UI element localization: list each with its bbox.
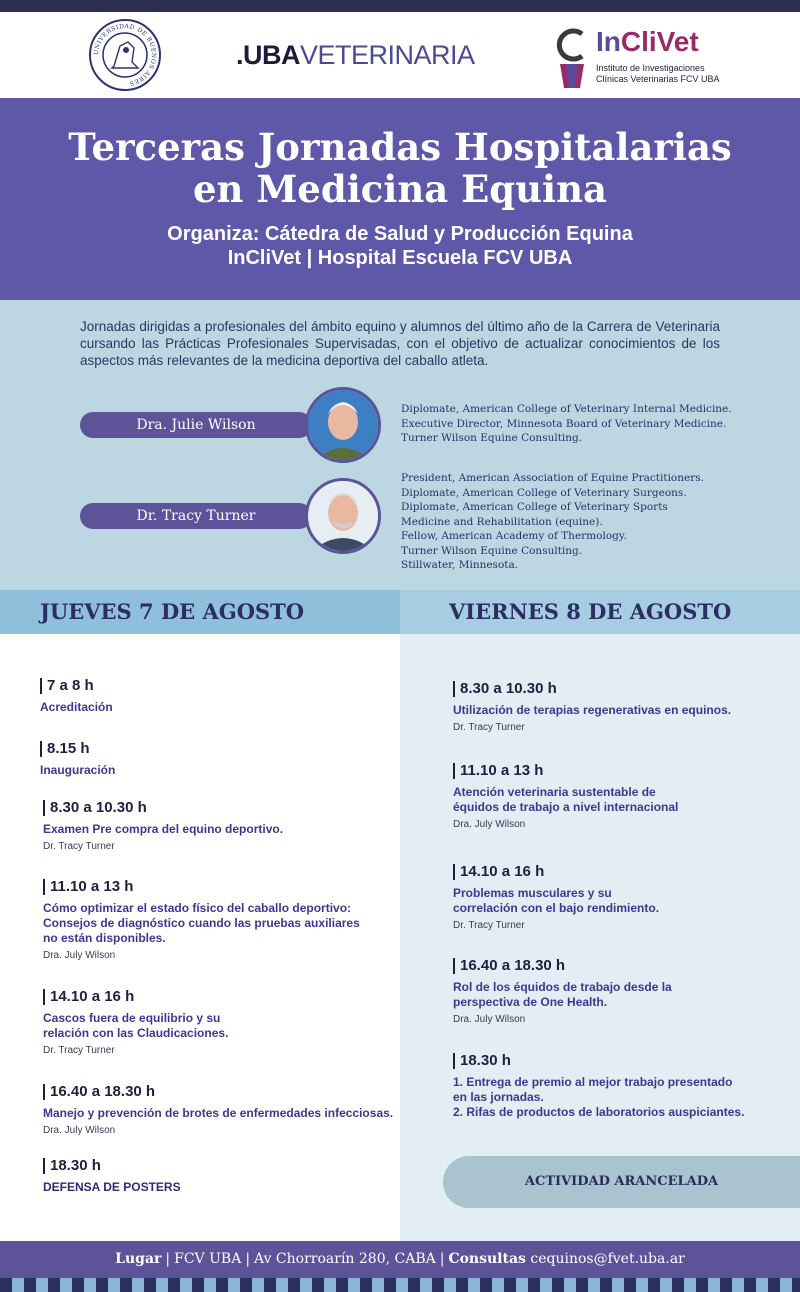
top-bar bbox=[0, 0, 800, 12]
day2-event-3: 14.10 a 16 h Problemas musculares y su correlación con el bajo rendimiento. Dr. Tracy Turner bbox=[453, 863, 660, 931]
schedule-day1 bbox=[0, 590, 400, 1241]
speaker-name-wilson: Dra. Julie Wilson bbox=[80, 412, 312, 438]
day1-event-4: 11.10 a 13 h Cómo optimizar el estado físico del caballo deportivo: Consejos de diagnóstico cuando las pruebas auxiliares no están disponibles. Dra. July Wilson bbox=[43, 878, 360, 961]
day1-event-5: 14.10 a 16 h Cascos fuera de equilibrio y su relación con las Claudicaciones. Dr. Tracy Turner bbox=[43, 988, 229, 1056]
svg-text:UNIVERSIDAD DE BUENOS AIRES: UNIVERSIDAD DE BUENOS AIRES bbox=[92, 22, 158, 87]
day1-heading: JUEVES 7 DE AGOSTO bbox=[40, 599, 305, 624]
contact-email[interactable]: cequinos@fvet.uba.ar bbox=[530, 1251, 685, 1267]
footer bbox=[0, 1241, 800, 1292]
day1-event-7: 18.30 h DEFENSA DE POSTERS bbox=[43, 1157, 181, 1194]
avatar-turner bbox=[305, 478, 381, 554]
bio-wilson: Diplomate, American College of Veterinary Internal Medicine. Executive Director, Minnesota Board of Veterinary Medicine. Turner Wilson Equine Consulting. bbox=[401, 403, 732, 444]
bio-turner: President, American Association of Equine Practitioners. Diplomate, American College of Veterinary Surgeons. Diplomate, American College of Veterinary Sports Medicine and Rehabilitation (equine). Fellow, American Academy of Thermology. Turner Wilson Equine Consulting. Stillwater, Minnesota. bbox=[401, 472, 704, 571]
speaker-name-turner: Dr. Tracy Turner bbox=[80, 503, 312, 529]
uba-seal-logo bbox=[88, 18, 162, 92]
day1-event-1: 7 a 8 h Acreditación bbox=[40, 677, 113, 714]
inclivet-mark-icon bbox=[552, 26, 592, 88]
speakers-section bbox=[0, 300, 800, 590]
day1-event-6: 16.40 a 18.30 h Manejo y prevención de brotes de enfermedades infecciosas. Dra. July Wilson bbox=[43, 1083, 394, 1136]
day2-heading-bar bbox=[400, 590, 800, 634]
day2-heading: VIERNES 8 DE AGOSTO bbox=[449, 599, 732, 624]
avatar-wilson bbox=[305, 387, 381, 463]
logo-header bbox=[0, 12, 800, 98]
inclivet-logo: InCliVet Instituto de Investigaciones Clínicas Veterinarias FCV UBA bbox=[552, 26, 732, 92]
uba-veterinaria-logo: .UBAVETERINARIA bbox=[236, 40, 475, 70]
day2-event-4: 16.40 a 18.30 h Rol de los équidos de trabajo desde la perspectiva de One Health. Dra. July Wilson bbox=[453, 957, 672, 1025]
schedule-day2 bbox=[400, 590, 800, 1241]
day1-event-2: 8.15 h Inauguración bbox=[40, 740, 116, 777]
event-title-banner bbox=[0, 98, 800, 300]
day2-event-5: 18.30 h 1. Entrega de premio al mejor trabajo presentado en las jornadas. 2. Rifas de productos de laboratorios auspiciantes. bbox=[453, 1052, 745, 1119]
fee-badge: ACTIVIDAD ARANCELADA bbox=[443, 1156, 800, 1208]
intro-paragraph: Jornadas dirigidas a profesionales del ámbito equino y alumnos del último año de la Carrera de Veterinaria cursando las Prácticas Profesionales Supervisadas, con el objetivo de actualizar conocimientos de los aspectos más relevantes de la medicina deportiva del caballo atleta. bbox=[80, 319, 720, 368]
day1-event-3: 8.30 a 10.30 h Examen Pre compra del equino deportivo. Dr. Tracy Turner bbox=[43, 799, 284, 852]
organizer-info: Organiza: Cátedra de Salud y Producción Equina InCliVet | Hospital Escuela FCV UBA bbox=[167, 223, 633, 269]
footer-checker-pattern bbox=[0, 1278, 800, 1292]
day1-heading-bar bbox=[0, 590, 400, 634]
event-title: Terceras Jornadas Hospitalarias en Medicina Equina bbox=[68, 125, 732, 211]
footer-info: Lugar | FCV UBA | Av Chorroarín 280, CABA | Consultas cequinos@fvet.uba.ar bbox=[115, 1251, 685, 1267]
day2-event-2: 11.10 a 13 h Atención veterinaria sustentable de équidos de trabajo a nivel internacional Dra. July Wilson bbox=[453, 762, 679, 830]
day2-event-1: 8.30 a 10.30 h Utilización de terapias regenerativas en equinos. Dr. Tracy Turner bbox=[453, 680, 732, 733]
